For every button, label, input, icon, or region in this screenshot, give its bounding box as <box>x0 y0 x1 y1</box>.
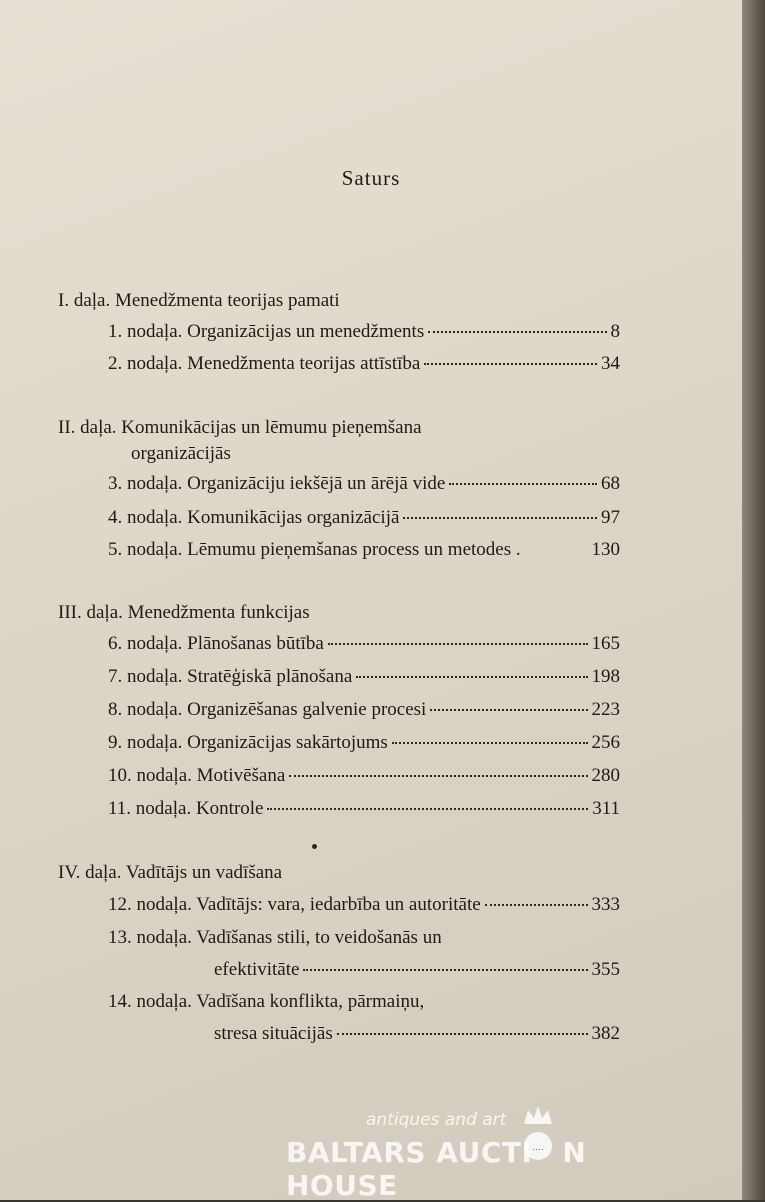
page-number: 333 <box>591 894 620 915</box>
toc-entry[interactable] <box>108 632 620 656</box>
page-number: 198 <box>591 666 620 687</box>
chapter-title: 11. nodaļa. Kontrole <box>108 798 264 819</box>
dot-leader <box>303 969 587 971</box>
dot-leader <box>267 808 588 810</box>
chapter-title: 12. nodaļa. Vadītājs: vara, iedarbība un autoritāte <box>108 894 481 915</box>
chapter-title: 3. nodaļa. Organizāciju iekšējā un ārējā vide <box>108 473 446 494</box>
dot-leader <box>485 904 588 906</box>
toc-entry[interactable] <box>108 665 620 689</box>
toc-entry[interactable] <box>108 320 620 344</box>
part-label: I. daļa. Menedžmenta teorijas pamati <box>58 290 340 311</box>
page-number: 280 <box>591 765 620 786</box>
toc-entry[interactable] <box>108 926 620 982</box>
page-number: 256 <box>591 732 620 753</box>
page-number: 68 <box>601 473 620 494</box>
toc-entry[interactable] <box>108 990 620 1046</box>
toc-entry[interactable] <box>108 797 620 821</box>
page-number: 355 <box>591 959 620 980</box>
dot-leader <box>430 709 587 711</box>
part-label-continuation: organizācijās <box>131 443 231 464</box>
chapter-title: 4. nodaļa. Komunikācijas organizācijā <box>108 507 400 528</box>
part-heading <box>58 415 422 467</box>
part-heading <box>58 860 282 886</box>
dot-leader <box>328 643 588 645</box>
dot-leader <box>403 517 597 519</box>
toc-entry[interactable] <box>108 352 620 376</box>
watermark-brand: BALTARS AUCTI N HOUSE <box>286 1136 587 1202</box>
chapter-title: 1. nodaļa. Organizācijas un menedžments <box>108 321 425 342</box>
page-number: 223 <box>591 699 620 720</box>
chapter-title: 13. nodaļa. Vadīšanas stili, to veidošanās un <box>108 927 442 948</box>
page-number: 130 <box>591 539 620 560</box>
ink-dot <box>312 844 317 849</box>
toc-entry[interactable] <box>108 764 620 788</box>
page-edge <box>742 0 765 1200</box>
page-number: 34 <box>601 353 620 374</box>
chapter-title: 6. nodaļa. Plānošanas būtība <box>108 633 324 654</box>
chapter-title: 7. nodaļa. Stratēģiskā plānošana <box>108 666 353 687</box>
part-label: IV. daļa. Vadītājs un vadīšana <box>58 862 283 883</box>
dot-leader <box>449 483 597 485</box>
svg-text:....: .... <box>532 1143 544 1153</box>
dot-leader <box>356 676 587 678</box>
dot-leader <box>289 775 587 777</box>
watermark <box>286 1110 706 1202</box>
dot-leader <box>428 331 606 333</box>
toc-entry[interactable] <box>108 472 620 496</box>
chapter-title-continuation: stresa situācijās <box>214 1023 333 1044</box>
page-number: 97 <box>601 507 620 528</box>
page-number: 8 <box>610 321 620 342</box>
dot-leader <box>424 363 597 365</box>
toc-entry[interactable] <box>108 893 620 917</box>
chapter-title: 2. nodaļa. Menedžmenta teorijas attīstība <box>108 353 421 374</box>
toc-entry[interactable] <box>108 538 620 562</box>
page-title: Saturs <box>341 166 401 190</box>
chapter-title-continuation: efektivitāte <box>214 959 300 980</box>
chapter-title: 8. nodaļa. Organizēšanas galvenie procesi <box>108 699 427 720</box>
page-number: 382 <box>591 1023 620 1044</box>
page-number: 165 <box>591 633 620 654</box>
dot-leader <box>337 1033 588 1035</box>
chapter-title: 9. nodaļa. Organizācijas sakārtojums <box>108 732 388 753</box>
chapter-title: 14. nodaļa. Vadīšana konflikta, pārmaiņu, <box>108 991 425 1012</box>
chapter-title: 10. nodaļa. Motivēšana <box>108 765 286 786</box>
part-label: II. daļa. Komunikācijas un lēmumu pieņemšana <box>58 417 422 438</box>
toc-entry[interactable] <box>108 731 620 755</box>
part-heading <box>58 288 340 314</box>
dot-leader <box>392 742 588 744</box>
part-label: III. daļa. Menedžmenta funkcijas <box>58 602 310 623</box>
toc-entry[interactable] <box>108 698 620 722</box>
part-heading <box>58 600 310 626</box>
page-number: 311 <box>592 798 620 819</box>
toc-entry[interactable] <box>108 506 620 530</box>
chapter-title: 5. nodaļa. Lēmumu pieņemšanas process un metodes . <box>108 539 521 560</box>
watermark-tagline: antiques and art <box>366 1110 507 1130</box>
